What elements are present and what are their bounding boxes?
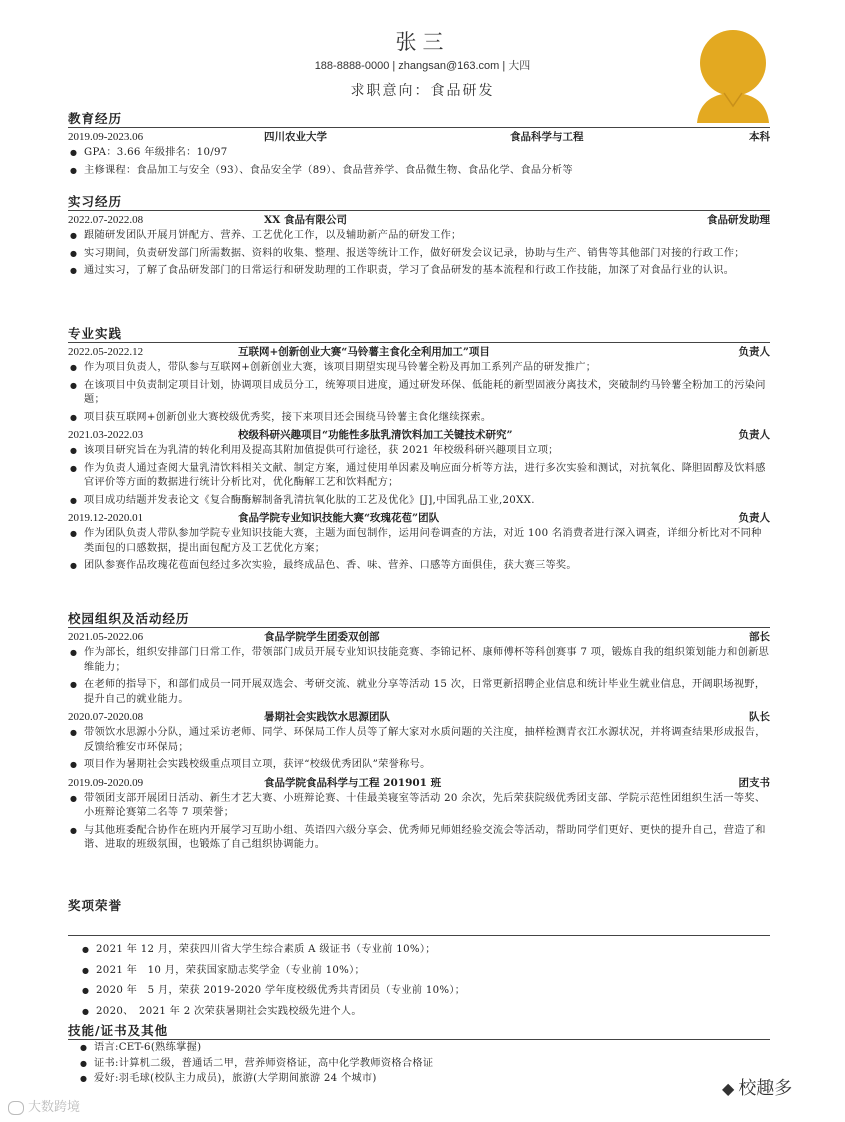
project-name: 食品学院专业知识技能大赛“玫瑰花苞”团队 — [238, 512, 440, 524]
internship-row — [68, 213, 770, 227]
section-title: 实习经历 — [68, 193, 770, 211]
section-title: 专业实践 — [68, 325, 770, 343]
company: XX 食品有限公司 — [264, 214, 347, 226]
date: 2021.05-2022.06 — [68, 631, 144, 643]
project-row — [68, 428, 770, 442]
project-row — [68, 511, 770, 525]
role: 部长 — [749, 631, 770, 643]
date: 2019.09-2020.09 — [68, 776, 144, 789]
section-title: 技能/证书及其他 — [68, 1022, 770, 1040]
watermark-text: 校趣多 — [738, 1078, 793, 1098]
watermark-logo-icon — [8, 1101, 24, 1115]
role: 队长 — [749, 711, 770, 723]
list-item: ● 2021 年 10 月，荣获国家励志奖学金（专业前 10%）； — [80, 964, 770, 979]
role: 负责人 — [738, 512, 770, 524]
date: 2019.12-2020.01 — [68, 512, 144, 524]
date: 2022.07-2022.08 — [68, 214, 144, 226]
role: 食品研发助理 — [707, 214, 770, 226]
list-item: ● 项目成功结题并发表论文《复合酶酶解制备乳清抗氧化肽的工艺及优化》[J],中国乳品工业,20XX. — [68, 494, 770, 509]
list-item: ● 作为团队负责人带队参加学院专业知识技能大赛，主题为面包制作，运用问卷调查的方法，对近 100 名消费者进行深入调查，详细分析比对不同种类面包的口感数据，提出面包配方及工艺优化方案； — [68, 527, 770, 556]
list-item: ● 该项目研究旨在为乳清的转化利用及提高其附加值提供可行途径，获 2021 年校级科研兴趣项目立项； — [68, 444, 770, 459]
campus-row — [68, 710, 770, 724]
avatar-icon — [693, 27, 773, 123]
section-title: 教育经历 — [68, 110, 770, 128]
list-item: ● 2020、 2021 年 2 次荣获暑期社会实践校级先进个人。 — [80, 1005, 770, 1020]
project-name: 互联网+创新创业大赛“马铃薯主食化全利用加工”项目 — [238, 346, 490, 358]
date: 2022.05-2022.12 — [68, 346, 144, 358]
candidate-name: 张三 — [395, 30, 450, 54]
awards-section — [68, 898, 770, 914]
awards-divider — [68, 935, 770, 936]
list-item: ● 团队参赛作品玫瑰花苞面包经过多次实验，最终成品色、香、味、营养、口感等方面俱佳，获大赛三等奖。 — [68, 559, 770, 574]
date: 2019.09-2023.06 — [68, 131, 144, 143]
list-item: ● 证书:计算机二级，普通话二甲，营养师资格证，高中化学教师资格合格证 — [78, 1057, 770, 1072]
role: 团支书 — [738, 776, 770, 789]
list-item: ● 带领饮水思源小分队，通过采访老师、同学、环保局工作人员等了解大家对水质问题的关注度，抽样检测青衣江水源状况，并将调查结果形成报告，反馈给雅安市环保局； — [68, 726, 770, 755]
education-section — [68, 110, 770, 181]
watermark-left — [8, 1096, 80, 1115]
contact-line: 188-8888-0000 | zhangsan@163.com | 大四 — [314, 60, 531, 72]
watermark-text: 大数跨境 — [28, 1099, 81, 1114]
project-row — [68, 345, 770, 359]
major: 食品科学与工程 — [510, 131, 584, 143]
date: 2020.07-2020.08 — [68, 711, 144, 723]
skills-list — [78, 1041, 770, 1087]
date: 2021.03-2022.03 — [68, 429, 144, 441]
list-item: ● 作为部长，组织安排部门日常工作，带领部门成员开展专业知识技能竞赛、李锦记杯、康师傅杯等科创赛事 7 项，锻炼自我的组织策划能力和创新思维能力； — [68, 646, 770, 675]
list-item: ● 作为项目负责人，带队参与互联网+创新创业大赛，该项目期望实现马铃薯全粉及再加工系列产品的研发推广； — [68, 361, 770, 376]
project-name: 校级科研兴趣项目“功能性多肽乳清饮料加工关键技术研究” — [238, 429, 513, 441]
internship-section — [68, 193, 770, 282]
campus-list — [68, 646, 770, 707]
internship-list — [68, 229, 770, 279]
campus-row — [68, 776, 770, 790]
degree: 本科 — [749, 131, 770, 143]
project-list — [68, 527, 770, 574]
organization: 暑期社会实践饮水思源团队 — [264, 711, 390, 723]
project-list — [68, 444, 770, 508]
list-item: ● 在老师的指导下，和部们成员一同开展双选会、考研交流、就业分享等活动 15 次，日常更新招聘企业信息和统计毕业生就业信息，开阔职场视野，提升自己的就业能力。 — [68, 678, 770, 707]
list-item: ● 项目作为暑期社会实践校级重点项目立项，获评“校级优秀团队”荣誉称号。 — [68, 758, 770, 773]
job-intent: 求职意向：食品研发 — [350, 83, 495, 99]
list-item: ● 爱好:羽毛球(校队主力成员)，旅游(大学期间旅游 24 个城市) — [78, 1072, 770, 1087]
practice-section — [68, 325, 770, 577]
wechat-icon: ◆ — [722, 1081, 735, 1098]
skills-section — [68, 1022, 770, 1088]
school: 四川农业大学 — [264, 131, 327, 143]
education-row — [68, 130, 770, 144]
campus-list — [68, 726, 770, 773]
list-item: ● GPA：3.66 年级排名：10/97 — [68, 146, 770, 161]
organization: 食品学院学生团委双创部 — [264, 631, 380, 643]
role: 负责人 — [738, 346, 770, 358]
list-item: ● 跟随研发团队开展月饼配方、营养、工艺优化工作，以及辅助新产品的研发工作； — [68, 229, 770, 244]
section-title: 校园组织及活动经历 — [68, 610, 770, 628]
list-item: ● 项目获互联网+创新创业大赛校级优秀奖，接下来项目还会围绕马铃薯主食化继续探索。 — [68, 411, 770, 426]
list-item: ● 作为负责人通过查阅大量乳清饮料相关文献、制定方案，通过使用单因素及响应面分析等方法，进行多次实验和测试，对抗氧化、降胆固醇及饮料感官评价等方面的数据进行统计分析比对，优化酶解工艺和饮料配方； — [68, 462, 770, 491]
section-title: 奖项荣誉 — [68, 898, 123, 913]
education-list — [68, 146, 770, 178]
list-item: ● 2020 年 5 月，荣获 2019-2020 学年度校级优秀共青团员（专业前 10%）； — [80, 984, 770, 999]
campus-list — [68, 792, 770, 853]
list-item: ● 实习期间，负责研发部门所需数据、资料的收集、整理、报送等统计工作，做好研发会议记录，协助与生产、销售等其他部门对接的行政工作； — [68, 247, 770, 262]
project-list — [68, 361, 770, 425]
role: 负责人 — [738, 429, 770, 441]
list-item: ● 通过实习，了解了食品研发部门的日常运行和研发助理的工作职责，学习了食品研发的基本流程和行政工作技能，加深了对食品行业的认识。 — [68, 264, 770, 279]
list-item: ● 与其他班委配合协作在班内开展学习互助小组、英语四六级分享会、优秀师兄师姐经验交流会等活动，帮助同学们更好、更快的提升自己，营造了和谐、进取的班级氛围，也锻炼了自己组织协调能力。 — [68, 824, 770, 853]
campus-row — [68, 630, 770, 644]
list-item: ● 2021 年 12 月，荣获四川省大学生综合素质 A 级证书（专业前 10%）； — [80, 943, 770, 958]
organization: 食品学院食品科学与工程 201901 班 — [264, 776, 442, 789]
campus-section — [68, 610, 770, 856]
watermark-right — [722, 1074, 792, 1100]
list-item: ● 在该项目中负责制定项目计划，协调项目成员分工，统筹项目进度，通过研发环保、低能耗的新型固液分离技术，突破制约马铃薯全粉加工的污染问题； — [68, 379, 770, 408]
list-item: ● 带领团支部开展团日活动、新生才艺大赛、小班辩论赛、十佳最美寝室等活动 20 余次，先后荣获院级优秀团支部、学院示范性团组织生活一等奖、小班辩论赛第二名等 7 项荣誉； — [68, 792, 770, 821]
awards-list — [80, 940, 770, 1025]
list-item: ● 主修课程：食品加工与安全（93）、食品安全学（89）、食品营养学、食品微生物、食品化学、食品分析等 — [68, 164, 770, 179]
list-item: ● 语言:CET-6(熟练掌握) — [78, 1041, 770, 1056]
